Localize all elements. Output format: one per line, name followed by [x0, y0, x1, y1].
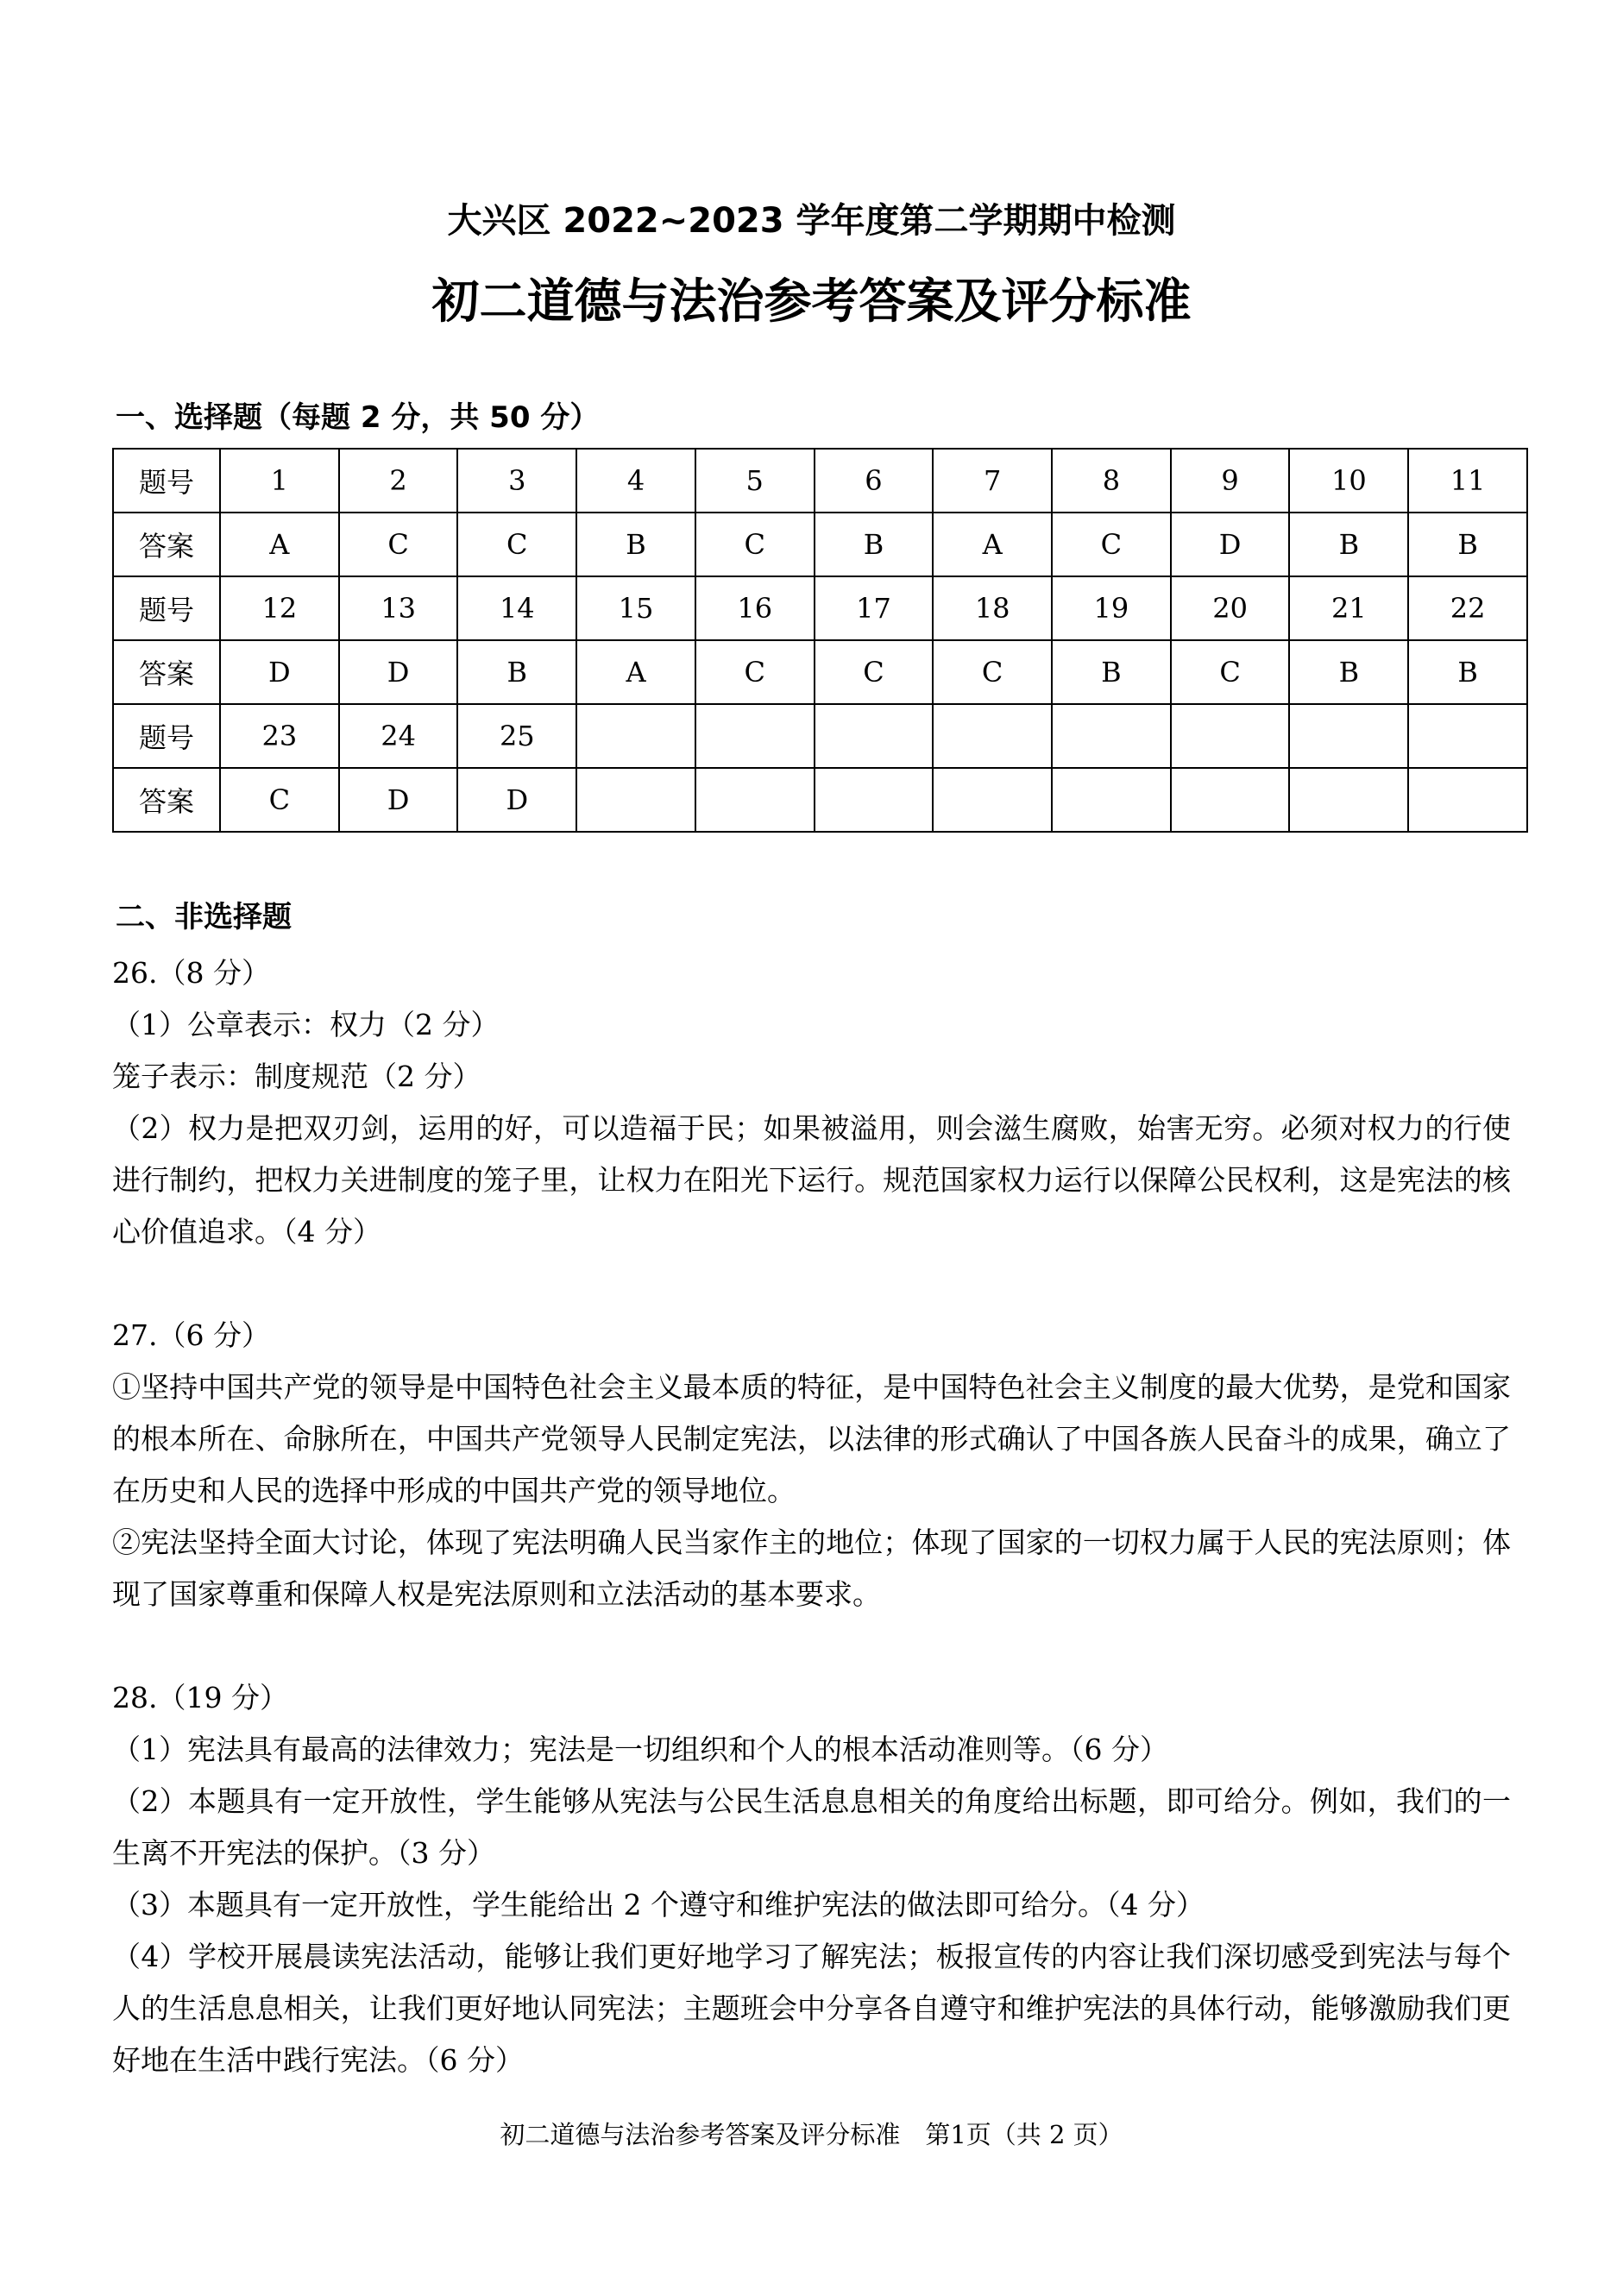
question-number-cell: 20 — [1171, 576, 1290, 640]
answer-cell: D — [1171, 513, 1290, 576]
row-label-answer: 答案 — [113, 768, 220, 832]
answer-cell: A — [576, 640, 695, 704]
question-number-line: 27.（6 分） — [112, 1318, 270, 1352]
question-number-cell: 14 — [457, 576, 576, 640]
question-number-cell: 4 — [576, 449, 695, 513]
answer-paragraph: （3）本题具有一定开放性，学生能给出 2 个遵守和维护宪法的做法即可给分。（4 分） — [112, 1887, 1205, 1922]
page-footer: 初二道德与法治参考答案及评分标准 第1页（共 2 页） — [500, 2120, 1123, 2149]
answer-cell: C — [695, 513, 815, 576]
exam-title-line2: 初二道德与法治参考答案及评分标准 — [431, 274, 1192, 329]
answer-cell: C — [339, 513, 458, 576]
question-number-cell — [1052, 704, 1171, 768]
question-number-cell — [1289, 704, 1408, 768]
answer-row — [113, 513, 1527, 576]
paragraph-gap — [112, 1258, 1511, 1310]
answer-cell: A — [220, 513, 339, 576]
question-number-cell — [1408, 704, 1527, 768]
answer-cell — [933, 768, 1052, 832]
answer-cell: B — [1408, 640, 1527, 704]
question-number-cell — [695, 704, 815, 768]
question-number-cell: 2 — [339, 449, 458, 513]
question-number-cell: 11 — [1408, 449, 1527, 513]
question-number-cell: 18 — [933, 576, 1052, 640]
question-number-row — [113, 704, 1527, 768]
answer-paragraph: ①坚持中国共产党的领导是中国特色社会主义最本质的特征，是中国特色社会主义制度的最大优势，是党和国家的根本所在、命脉所在，中国共产党领导人民制定宪法，以法律的形式确认了中国各族人民奋斗的成果，确立了在历史和人民的选择中形成的中国共产党的领导地位。 — [112, 1369, 1511, 1507]
answer-paragraph: （2）权力是把双刃剑，运用的好，可以造福于民；如果被溢用，则会滋生腐败，始害无穷。必须对权力的行使进行制约，把权力关进制度的笼子里，让权力在阳光下运行。规范国家权力运行以保障公民权利，这是宪法的核心价值追求。（4 分） — [112, 1110, 1511, 1249]
answer-cell: C — [1052, 513, 1171, 576]
answer-cell — [576, 768, 695, 832]
question-number-cell: 21 — [1289, 576, 1408, 640]
answer-cell: B — [1289, 513, 1408, 576]
question-number-cell: 12 — [220, 576, 339, 640]
row-label-answer: 答案 — [113, 513, 220, 576]
answer-cell: C — [695, 640, 815, 704]
answer-paragraph: （4）学校开展晨读宪法活动，能够让我们更好地学习了解宪法；板报宣传的内容让我们深切感受到宪法与每个人的生活息息相关，让我们更好地认同宪法；主题班会中分享各自遵守和维护宪法的具体行动，能够激励我们更好地在生活中践行宪法。（6 分） — [112, 1939, 1511, 2077]
answer-cell: D — [339, 768, 458, 832]
question-number-cell: 19 — [1052, 576, 1171, 640]
question-number-cell: 8 — [1052, 449, 1171, 513]
answer-cell: D — [339, 640, 458, 704]
answer-cell: B — [576, 513, 695, 576]
answer-cell: B — [457, 640, 576, 704]
row-label-number: 题号 — [113, 449, 220, 513]
answer-row — [113, 768, 1527, 832]
question-number-row — [113, 576, 1527, 640]
question-number-cell: 9 — [1171, 449, 1290, 513]
answer-table-body — [113, 449, 1527, 832]
answer-cell: C — [815, 640, 934, 704]
question-number-cell — [933, 704, 1052, 768]
answer-cell: B — [1289, 640, 1408, 704]
row-label-answer: 答案 — [113, 640, 220, 704]
question-number-row — [113, 449, 1527, 513]
answer-cell: C — [933, 640, 1052, 704]
question-number-cell: 16 — [695, 576, 815, 640]
answer-cell — [815, 768, 934, 832]
answer-cell: C — [1171, 640, 1290, 704]
free-response-blocks — [112, 947, 1511, 2086]
answer-cell: C — [220, 768, 339, 832]
answer-cell — [1052, 768, 1171, 832]
answer-cell — [1171, 768, 1290, 832]
answer-cell — [1408, 768, 1527, 832]
question-number-cell — [815, 704, 934, 768]
question-number-cell — [576, 704, 695, 768]
question-number-line: 28.（19 分） — [112, 1680, 288, 1714]
question-number-cell: 7 — [933, 449, 1052, 513]
answer-paragraph: ②宪法坚持全面大讨论，体现了宪法明确人民当家作主的地位；体现了国家的一切权力属于人民的宪法原则；体现了国家尊重和保障人权是宪法原则和立法活动的基本要求。 — [112, 1525, 1511, 1611]
answer-paragraph: （1）公章表示：权力（2 分） — [112, 1007, 500, 1041]
question-number-cell: 22 — [1408, 576, 1527, 640]
question-number-cell: 23 — [220, 704, 339, 768]
answer-cell: A — [933, 513, 1052, 576]
question-number-cell: 6 — [815, 449, 934, 513]
answer-cell: C — [457, 513, 576, 576]
paragraph-gap — [112, 1620, 1511, 1672]
question-number-cell — [1171, 704, 1290, 768]
question-number-cell: 24 — [339, 704, 458, 768]
answer-row — [113, 640, 1527, 704]
answer-paragraph: （2）本题具有一定开放性，学生能够从宪法与公民生活息息相关的角度给出标题，即可给分。例如，我们的一生离不开宪法的保护。（3 分） — [112, 1783, 1511, 1870]
free-response-section-heading: 二、非选择题 — [116, 899, 292, 934]
answer-cell — [1289, 768, 1408, 832]
question-number-cell: 17 — [815, 576, 934, 640]
question-number-cell: 15 — [576, 576, 695, 640]
choice-section-heading: 一、选择题（每题 2 分，共 50 分） — [116, 400, 600, 435]
answer-paragraph: （1）宪法具有最高的法律效力；宪法是一切组织和个人的根本活动准则等。（6 分） — [112, 1732, 1168, 1766]
question-number-cell: 3 — [457, 449, 576, 513]
question-number-line: 26.（8 分） — [112, 955, 270, 990]
answer-cell: D — [220, 640, 339, 704]
answer-cell: B — [815, 513, 934, 576]
row-label-number: 题号 — [113, 704, 220, 768]
answer-table — [112, 448, 1528, 833]
question-number-cell: 13 — [339, 576, 458, 640]
answer-cell — [695, 768, 815, 832]
answer-cell: B — [1052, 640, 1171, 704]
answer-cell: B — [1408, 513, 1527, 576]
question-number-cell: 25 — [457, 704, 576, 768]
exam-title-line1: 大兴区 2022~2023 学年度第二学期期中检测 — [447, 201, 1176, 241]
answer-cell: D — [457, 768, 576, 832]
row-label-number: 题号 — [113, 576, 220, 640]
question-number-cell: 5 — [695, 449, 815, 513]
question-number-cell: 1 — [220, 449, 339, 513]
question-number-cell: 10 — [1289, 449, 1408, 513]
answer-paragraph: 笼子表示：制度规范（2 分） — [112, 1059, 481, 1093]
